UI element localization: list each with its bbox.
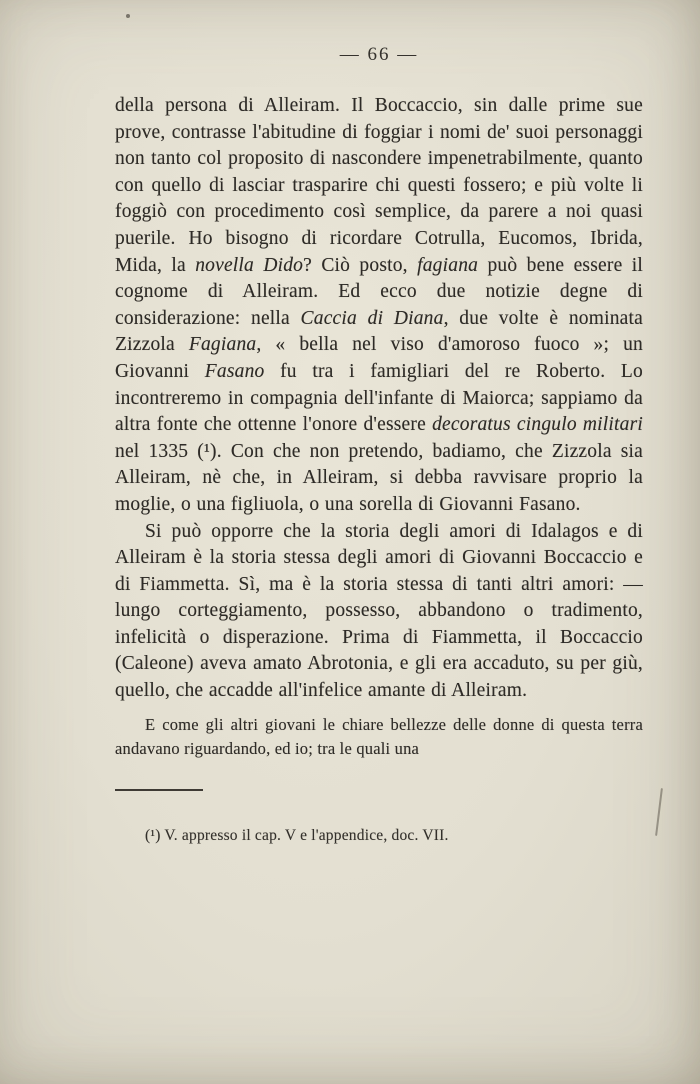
text-segment: , due volte è nominata Zizzola [115, 307, 644, 356]
scan-artifact [655, 788, 663, 836]
text-segment: , « bella nel viso d'amoroso fuoco »; un Giovanni [115, 334, 643, 382]
italic-text-segment: Fasano [204, 360, 265, 382]
paragraph-main [115, 93, 643, 519]
italic-text-segment: Fagiana [188, 334, 257, 356]
text-segment: della persona di Alleiram. Il Boccaccio, sin dalle prime sue prove, contrasse l'abitudine di foggiar i nomi de' suoi personaggi non tanto col proposito di nascondere impenetrabilmente, quanto con quello di lasciar trasparire chi questi fossero; e più volte li foggiò con procedimento così semplice, da parere a noi quasi puerile. Ho bisogno di ricordare Cotrulla, Eucomos, Ibrida, Mida, la [115, 95, 643, 276]
italic-text-segment: fagiana [417, 254, 479, 276]
quoted-passage [115, 713, 643, 761]
page-text-block [115, 44, 643, 845]
text-segment: E come gli altri giovani le chiare bellezze delle donne di questa terra andavano riguardando, ed io; tra le quali una [115, 714, 643, 758]
paper-speck [126, 14, 130, 18]
text-segment: può bene essere il cognome di Alleiram. Ed ecco due notizie degne di considerazione: nella [115, 254, 643, 329]
italic-text-segment: decoratus cingulo militari [432, 414, 644, 436]
text-segment: fu tra i famigliari del re Roberto. Lo incontreremo in compagnia dell'infante di Maiorca; sappiamo da altra fonte che ottenne l'onore d'essere [115, 360, 643, 436]
footnote [145, 827, 643, 845]
text-segment: (¹) V. appresso il cap. V e l'appendice, doc. VII. [145, 826, 449, 844]
italic-text-segment: novella Dido [195, 254, 304, 276]
text-segment: Si può opporre che la storia degli amori di Idalagos e di Alleiram è la storia stessa degli amori di Giovanni Boccaccio e di Fiammetta. Sì, ma è la storia stessa di tanti altri amori: — lungo corteggiamento, possesso, abbandono o tradimento, infelicità o disperazione. Prima di Fiammetta, il Boccaccio (Caleone) aveva amato Abrotonia, e gli era accaduto, su per giù, quello, che accadde all'infelice amante di Alleiram. [115, 520, 643, 702]
italic-text-segment: Caccia di Diana [300, 307, 444, 329]
paragraph-second [115, 519, 643, 705]
text-segment: nel 1335 (¹). Con che non pretendo, badiamo, che Zizzola sia Alleiram, nè che, in Alleiram, si debba ravvisare proprio la moglie, o una figliuola, o una sorella di Giovanni Fasano. [115, 440, 643, 515]
text-segment: ? Ciò posto, [303, 254, 418, 276]
footnote-rule [115, 789, 203, 791]
page-number: — 66 — [339, 44, 419, 65]
